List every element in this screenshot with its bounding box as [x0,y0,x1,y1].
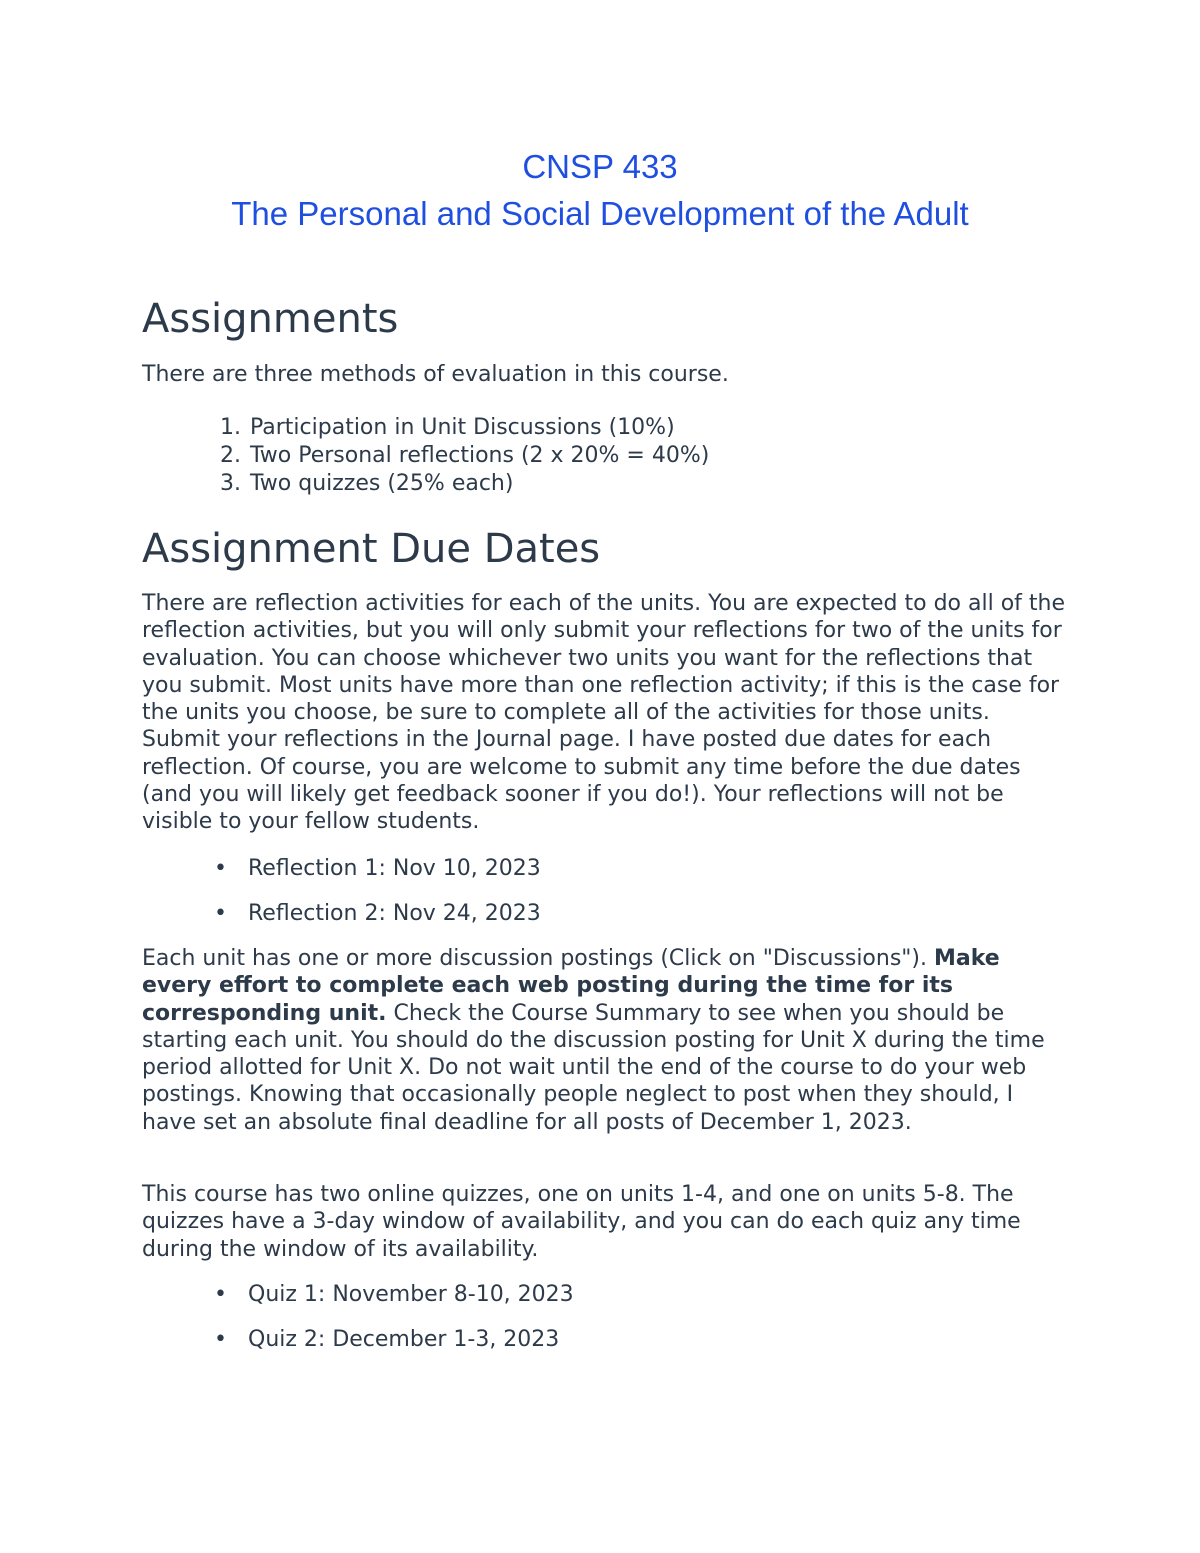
list-item: 2. Two Personal reflections (2 x 20% = 40%) [248,442,1072,470]
list-item [214,900,1072,927]
reflection-date: Reflection 2: Nov 24, 2023 [248,901,541,926]
quiz-dates-list [142,1281,1072,1371]
assignments-intro: There are three methods of evaluation in this course. [142,362,729,387]
evaluation-methods-list [142,414,1072,498]
list-item [214,855,1072,882]
discussion-text-part1: Each unit has one or more discussion postings (Click on "Discussions"). [142,946,934,971]
reflection-dates-list [142,855,1072,945]
bullet-icon: • [214,856,227,881]
list-item [214,1326,1072,1353]
discussion-emphasis: Make every effort to complete each web posting during the time for its corresponding unit. [142,946,1000,1026]
quiz-date: Quiz 2: December 1-3, 2023 [248,1327,560,1352]
course-title: The Personal and Social Development of the Adult [231,195,969,232]
discussion-paragraph [142,945,1072,1136]
reflection-paragraph: There are reflection activities for each of the units. You are expected to do all of the reflection activities, but you will only submit your reflections for two of the units for evaluation. You can choose whichever two units you want for the reflections that you submit. Most units have more than one reflection activity; if this is the case for the units you choose, be sure to complete all of the activities for those units. Submit your reflections in the Journal page. I have posted due dates for each reflection. Of course, you are welcome to submit any time before the due dates (and you will likely get feedback sooner if you do!). Your reflections will not be visible to your fellow students. [142,591,1066,835]
quiz-date: Quiz 1: November 8-10, 2023 [248,1282,574,1307]
list-item: 3. Two quizzes (25% each) [248,470,1072,498]
bullet-icon: • [214,901,227,926]
bullet-icon: • [214,1282,227,1307]
assignments-heading: Assignments [142,296,399,342]
reflection-date: Reflection 1: Nov 10, 2023 [248,856,541,881]
list-item: 1. Participation in Unit Discussions (10%) [248,414,1072,442]
course-code: CNSP 433 [522,148,678,185]
list-item [214,1281,1072,1308]
due-dates-heading: Assignment Due Dates [142,526,601,572]
bullet-icon: • [214,1327,227,1352]
quiz-paragraph: This course has two online quizzes, one on units 1-4, and one on units 5-8. The quizzes have a 3-day window of availability, and you can do each quiz any time during the window of its availability. [142,1182,1021,1262]
discussion-text-part2: Check the Course Summary to see when you should be starting each unit. You should do the discussion posting for Unit X during the time period allotted for Unit X. Do not wait until the end of the course to do your web postings. Knowing that occasionally people neglect to post when they should, I have set an absolute final deadline for all posts of December 1, 2023. [142,1000,1045,1135]
